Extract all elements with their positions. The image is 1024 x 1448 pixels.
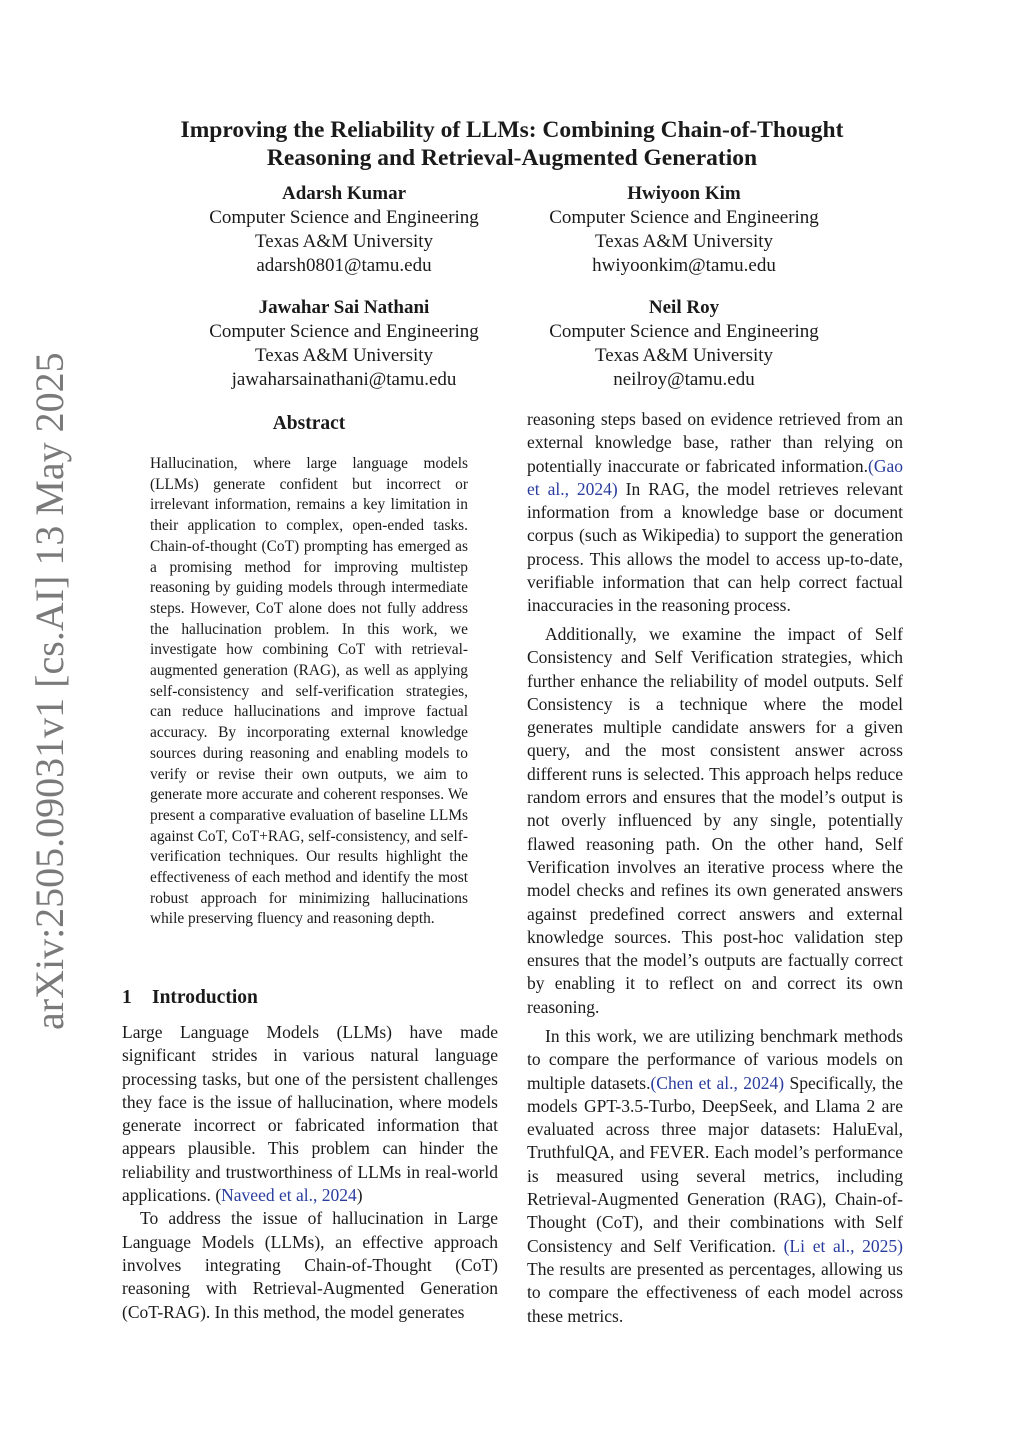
- author-university: Texas A&M University: [254, 345, 434, 366]
- paragraph-text: The results are presented as percentages, allowing us to compare the effectiveness of each model across these metrics.: [527, 1258, 903, 1326]
- title-line-1: Improving the Reliability of LLMs: Combining Chain-of-Thought: [180, 117, 844, 143]
- citation-link[interactable]: (Li et al., 2025): [783, 1235, 903, 1256]
- intro-paragraph-4: [527, 1025, 903, 1328]
- author-department: Computer Science and Engineering: [549, 207, 819, 228]
- author-email: hwiyoonkim@tamu.edu: [592, 255, 776, 276]
- section-heading-introduction: [122, 986, 258, 1010]
- citation-link[interactable]: (Chen et al., 2024): [650, 1072, 785, 1093]
- author-department: Computer Science and Engineering: [549, 321, 819, 342]
- paragraph-body: [527, 1025, 903, 1328]
- author-department: Computer Science and Engineering: [209, 207, 479, 228]
- paragraph-continuation: [527, 408, 903, 618]
- paragraph-text: Specifically, the models GPT-3.5-Turbo, DeepSeek, and Llama 2 are evaluated across three major datasets: HaluEval, TruthfulQA, and FEVER. Each model’s performance is measured using several metrics, including Retrieval-Augmented Generation (RAG), Chain-of-Thought (CoT), and their combinations with Self Consistency and Self Verification.: [527, 1072, 903, 1256]
- paragraph-text: In this work, we are utilizing benchmark methods to compare the performance of various models on multiple datasets.: [527, 1026, 903, 1093]
- author-university: Texas A&M University: [594, 345, 774, 366]
- cite-paren-open: (: [215, 1185, 222, 1206]
- author-university: Texas A&M University: [594, 231, 774, 252]
- author-email: jawaharsainathani@tamu.edu: [231, 369, 457, 390]
- section-title: Introduction: [152, 987, 258, 1008]
- intro-paragraph-2: To address the issue of hallucination in Large Language Models (LLMs), an effective approach involves integrating Chain-of-Thought (CoT) reasoning with Retrieval-Augmented Generation (CoT-RAG). In this method, the model generates: [122, 1208, 498, 1322]
- abstract-heading: Abstract: [272, 413, 346, 434]
- section-number: 1: [122, 987, 132, 1008]
- author-email: adarsh0801@tamu.edu: [256, 255, 432, 276]
- author-block-1: [176, 182, 512, 278]
- author-name: Hwiyoon Kim: [627, 183, 741, 204]
- author-university: Texas A&M University: [254, 231, 434, 252]
- author-block-3: [176, 296, 512, 392]
- paragraph-text: reasoning steps based on evidence retrieved from an external knowledge base, rather than relying on potentially inaccurate or fabricated information.: [527, 409, 903, 476]
- abstract-text: Hallucination, where large language models (LLMs) generate confident but incorrect or irrelevant information, remains a key limitation in their application to complex, open-ended tasks. Chain-of-thought (CoT) prompting has emerged as a promising method for improving multistep reasoning by guiding models through intermediate steps. However, CoT alone does not fully address the hallucination problem. In this work, we investigate how combining CoT with retrieval-augmented generation (RAG), as well as applying self-consistency and self-verification strategies, can reduce hallucinations and improve factual accuracy. By incorporating external knowledge sources during reasoning and enabling models to verify or revise their own outputs, we aim to generate more accurate and coherent responses. We present a comparative evaluation of baseline LLMs against CoT, CoT+RAG, self-consistency, and self-verification techniques. Our results highlight the effectiveness of each method and identify the most robust approach for minimizing hallucinations while preserving fluency and reasoning depth.: [150, 455, 468, 928]
- author-name: Neil Roy: [648, 297, 720, 318]
- intro-paragraph-2-continued: [527, 408, 903, 618]
- citation-link[interactable]: (Gao et al., 2024): [527, 455, 903, 499]
- author-block-2: [516, 182, 852, 278]
- arxiv-identifier: arXiv:2505.09031v1 [cs.AI] 13 May 2025: [27, 352, 72, 1030]
- paragraph-text: In RAG, the model retrieves relevant information from a knowledge base or document corpus (such as Wikipedia) to support the generation process. This allows the model to access up-to-date, verifiable information that can help correct factual inaccuracies in the reasoning process.: [527, 478, 903, 616]
- citation-link[interactable]: Naveed et al., 2024: [221, 1185, 357, 1206]
- intro-left-column: [122, 1021, 498, 1324]
- author-email: neilroy@tamu.edu: [613, 369, 755, 390]
- intro-paragraph-1: [122, 1021, 498, 1207]
- paper-title: [120, 116, 904, 172]
- intro-paragraph-3: [527, 623, 903, 1019]
- paragraph-text: Additionally, we examine the impact of Self Consistency and Self Verification strategies, which further enhance the reliability of model outputs. Self Consistency is a technique where the model generates multiple candidate answers for a given query, and the most consistent answer across different runs is selected. This approach helps reduce random errors and ensures that the model’s output is not overly influenced by any single, potentially flawed reasoning path. On the other hand, Self Verification involves an iterative process where the model checks and refines its own generated answers against predefined correct answers and external knowledge sources. This post-hoc validation step ensures that the model’s outputs are factually correct by enabling it to reflect on and correct its own reasoning.: [527, 624, 903, 1017]
- author-name: Jawahar Sai Nathani: [258, 297, 430, 318]
- title-line-2: Reasoning and Retrieval-Augmented Generation: [266, 145, 758, 171]
- author-block-4: [516, 296, 852, 392]
- paragraph-text: Large Language Models (LLMs) have made significant strides in various natural language processing tasks, but one of the persistent challenges they face is the issue of hallucination, where models generate incorrect or fabricated information that appears plausible. This problem can hinder the reliability and trustworthiness of LLMs in real-world applications.: [122, 1022, 498, 1206]
- cite-paren-close: ): [356, 1185, 363, 1206]
- author-department: Computer Science and Engineering: [209, 321, 479, 342]
- author-name: Adarsh Kumar: [281, 183, 407, 204]
